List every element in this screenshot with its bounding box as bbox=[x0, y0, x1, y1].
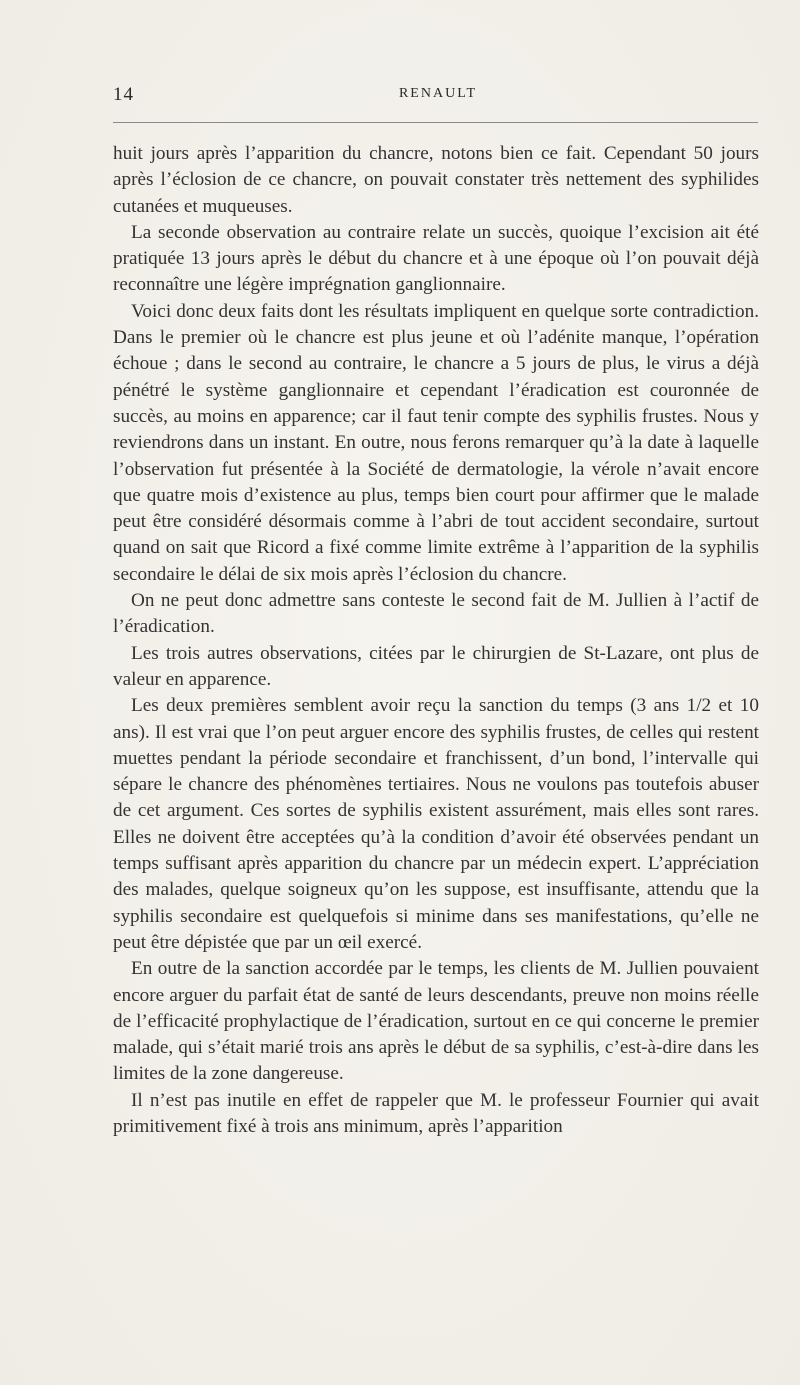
header-rule bbox=[113, 122, 758, 123]
paragraph-3: Voici donc deux faits dont les résultats impliquent en quelque sorte contradiction. Dans le premier où le chancre est plus jeune et où l’adénite manque, l’opération échoue ; dans le second au contraire, le chancre a 5 jours de plus, le virus a déjà pénétré le système ganglionnaire et cependant l’éradication est couronnée de succès, au moins en apparence; car il faut tenir compte des syphilis frustes. Nous y reviendrons dans un instant. En outre, nous ferons remarquer qu’à la date à laquelle l’observation fut présentée à la Société de dermatologie, la vérole n’avait encore que quatre mois d’existence au plus, temps bien court pour affirmer que le malade peut être considéré désormais comme à l’abri de tout accident secondaire, surtout quand on sait que Ricord a fixé comme limite extrême à l’apparition de la syphilis secondaire le délai de six mois après l’éclosion du chancre. bbox=[113, 300, 759, 585]
paragraph-2: La seconde observation au contraire relate un succès, quoique l’excision ait été pratiquée 13 jours après le début du chancre et à une époque où l’on pouvait déjà reconnaître une légère imprégnation ganglionnaire. bbox=[113, 221, 759, 296]
page-number: 14 bbox=[113, 84, 134, 105]
body-text bbox=[113, 141, 759, 1140]
paragraph-5: Les trois autres observations, citées par le chirurgien de St-Lazare, ont plus de valeur en apparence. bbox=[113, 642, 759, 690]
paragraph-7: En outre de la sanction accordée par le temps, les clients de M. Jullien pouvaient encore arguer du parfait état de santé de leurs descendants, preuve non moins réelle de l’efficacité prophylactique de l’éradication, surtout en ce qui concerne le premier malade, qui s’était marié trois ans après le début de sa syphilis, c’est-à-dire dans les limites de la zone dangereuse. bbox=[113, 958, 759, 1085]
paragraph-8: Il n’est pas inutile en effet de rappeler que M. le professeur Fournier qui avait primitivement fixé à trois ans minimum, après l’apparition bbox=[113, 1089, 759, 1137]
paragraph-1: huit jours après l’apparition du chancre, notons bien ce fait. Cependant 50 jours après l’éclosion de ce chancre, on pouvait constater très nettement des syphilides cutanées et muqueuses. bbox=[113, 143, 759, 217]
paragraph-4: On ne peut donc admettre sans conteste le second fait de M. Jullien à l’actif de l’éradication. bbox=[113, 590, 759, 638]
paragraph-6: Les deux premières semblent avoir reçu la sanction du temps (3 ans 1/2 et 10 ans). Il est vrai que l’on peut arguer encore des syphilis frustes, de celles qui restent muettes pendant la période secondaire et franchissent, d’un bond, l’intervalle qui sépare le chancre des phénomènes tertiaires. Nous ne voulons pas toutefois abuser de cet argument. Ces sortes de syphilis existent assurément, mais elles sont rares. Elles ne doivent être acceptées qu’à la condition d’avoir été observées pendant un temps suffisant après apparition du chancre par un médecin expert. L’appréciation des malades, quelque soigneux qu’on les suppose, est insuffisante, attendu que la syphilis secondaire est quelquefois si minime dans ses manifestations, qu’elle ne peut être dépistée que par un œil exercé. bbox=[113, 695, 759, 953]
page-header bbox=[113, 84, 763, 108]
running-head: RENAULT bbox=[398, 86, 478, 101]
